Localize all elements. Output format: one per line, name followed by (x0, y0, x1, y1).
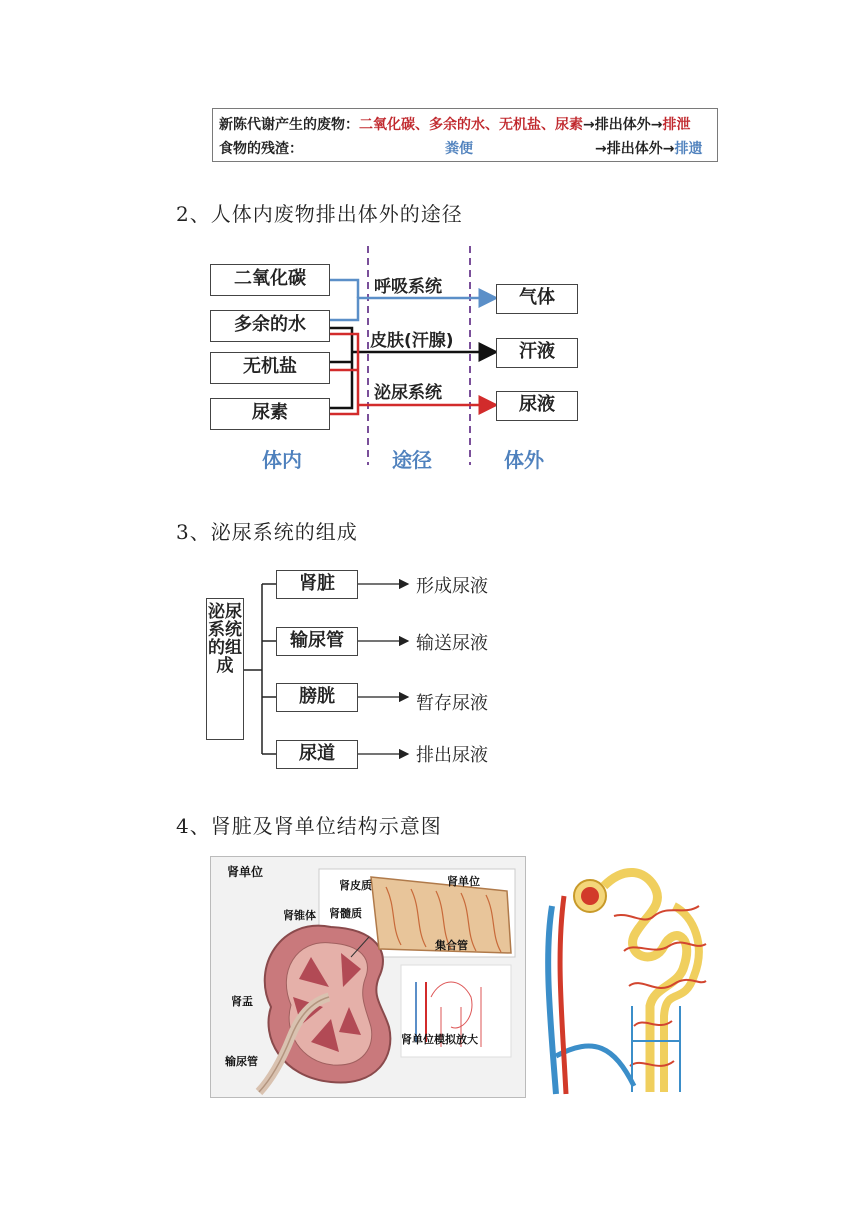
section3-heading: 3、泌尿系统的组成 (176, 520, 358, 544)
urinary-system-diagram (200, 560, 530, 780)
kidney-structure-figure (210, 856, 526, 1098)
section4-heading: 4、肾脏及肾单位结构示意图 (176, 814, 442, 838)
label-pyramid: 肾锥体 (283, 909, 316, 922)
label-cortex: 肾皮质 (339, 879, 372, 892)
label-medulla: 肾髓质 (329, 907, 362, 920)
zone-label-inside: 体内 (262, 448, 302, 472)
kidney-title-label: 肾单位 (227, 865, 264, 879)
summary-row1-items: 二氧化碳、多余的水、无机盐、尿素 (359, 117, 583, 133)
summary-row2-item: 粪便 (445, 141, 473, 157)
summary-row1-prefix: 新陈代谢产生的废物： (219, 117, 359, 133)
inside-box-urea: 尿素 (210, 398, 330, 430)
summary-row1-end: 排泄 (662, 117, 691, 133)
route-label-urinary: 泌尿系统 (374, 383, 442, 403)
summary-row1-arrow: →排出体外→ (583, 117, 663, 133)
outside-box-gas: 气体 (496, 284, 578, 314)
organ-box-bladder: 膀胱 (276, 683, 358, 712)
function-label-ureter: 输送尿液 (416, 633, 488, 654)
summary-row-metabolic (219, 114, 690, 134)
summary-row2-arrow: →排出体外→ (595, 141, 675, 157)
summary-row2-tail (595, 138, 702, 158)
label-collecting-duct: 集合管 (435, 939, 468, 952)
section2-heading: 2、人体内废物排出体外的途径 (176, 202, 463, 226)
label-ureter: 输尿管 (225, 1055, 258, 1068)
organ-box-urethra: 尿道 (276, 740, 358, 769)
function-label-kidney: 形成尿液 (416, 576, 488, 597)
inside-box-co2: 二氧化碳 (210, 264, 330, 296)
waste-summary-box (212, 108, 718, 162)
urinary-system-root-box: 泌尿系统的组成 (206, 598, 244, 740)
zone-label-route: 途径 (392, 448, 432, 472)
outside-box-urine: 尿液 (496, 391, 578, 421)
label-nephron-magnified: 肾单位模拟放大 (401, 1033, 478, 1046)
label-pelvis: 肾盂 (231, 995, 253, 1008)
label-nephron: 肾单位 (447, 875, 480, 888)
inside-box-salt: 无机盐 (210, 352, 330, 384)
function-label-urethra: 排出尿液 (416, 745, 488, 766)
nephron-illustration (534, 856, 716, 1098)
route-label-skin: 皮肤(汗腺) (370, 331, 454, 351)
kidney-illustration (211, 857, 525, 1097)
zone-label-outside: 体外 (504, 448, 544, 472)
summary-row-food (219, 138, 711, 158)
excretion-pathway-diagram (200, 240, 600, 480)
inside-box-water: 多余的水 (210, 310, 330, 342)
outside-box-sweat: 汗液 (496, 338, 578, 368)
nephron-illustration-figure (534, 856, 716, 1098)
organ-box-ureter: 输尿管 (276, 627, 358, 656)
function-label-bladder: 暂存尿液 (416, 693, 488, 714)
summary-row2-end: 排遗 (674, 141, 703, 157)
route-label-respiratory: 呼吸系统 (374, 277, 442, 297)
organ-box-kidney: 肾脏 (276, 570, 358, 599)
summary-row2-prefix: 食物的残渣： (219, 141, 303, 157)
